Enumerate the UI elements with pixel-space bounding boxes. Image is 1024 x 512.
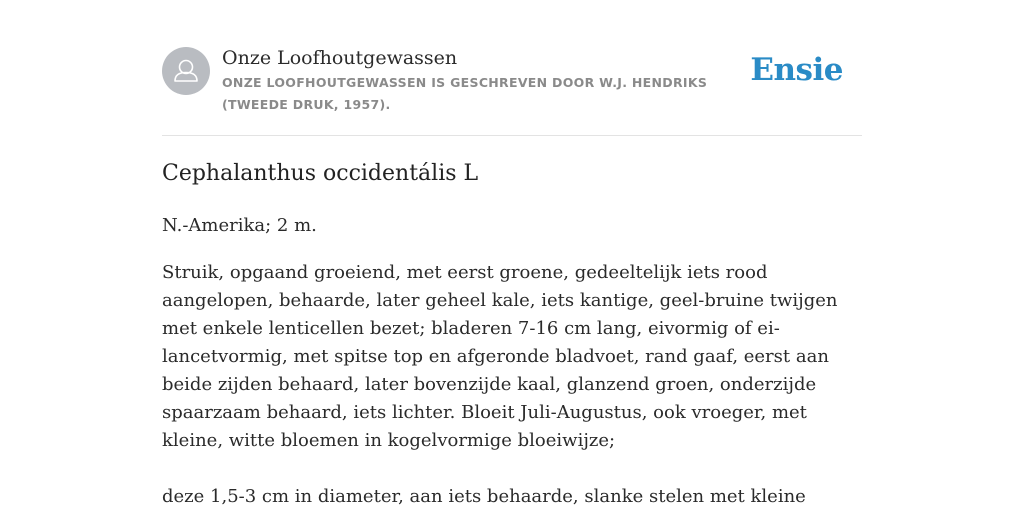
avatar[interactable] xyxy=(162,47,210,95)
source-header xyxy=(162,46,862,116)
person-icon xyxy=(162,47,210,95)
source-description: ONZE LOOFHOUTGEWASSEN IS GESCHREVEN DOOR W.J. HENDRIKS (TWEEDE DRUK, 1957). xyxy=(222,75,708,112)
entry-content xyxy=(162,212,862,511)
entry-paragraph: Struik, opgaand groeiend, met eerst groene, gedeeltelijk iets rood aangelopen, behaarde, later geheel kale, iets kantige, geel-bruine twijgen met enkele lenticellen bezet; bladeren 7-16 cm lang, eivormig of ei-lancetvormig, met spitse top en afgeronde bladvoet, rand gaaf, eerst aan beide zijden behaard, later bovenzijde kaal, glanzend groen, onderzijde spaarzaam behaard, iets lichter. Bloeit Juli-Augustus, ook vroeger, met kleine, witte bloemen in kogelvormige bloeiwijze; xyxy=(162,262,838,451)
ensie-logo[interactable]: Ensie xyxy=(750,52,843,88)
entry-title: Cephalanthus occidentális L xyxy=(162,161,479,186)
header-divider xyxy=(162,135,862,136)
entry-paragraph: deze 1,5-3 cm in diameter, aan iets behaarde, slanke stelen met kleine xyxy=(162,486,806,507)
source-title[interactable]: Onze Loofhoutgewassen xyxy=(222,47,458,69)
entry-origin: N.-Amerika; 2 m. xyxy=(162,215,317,236)
